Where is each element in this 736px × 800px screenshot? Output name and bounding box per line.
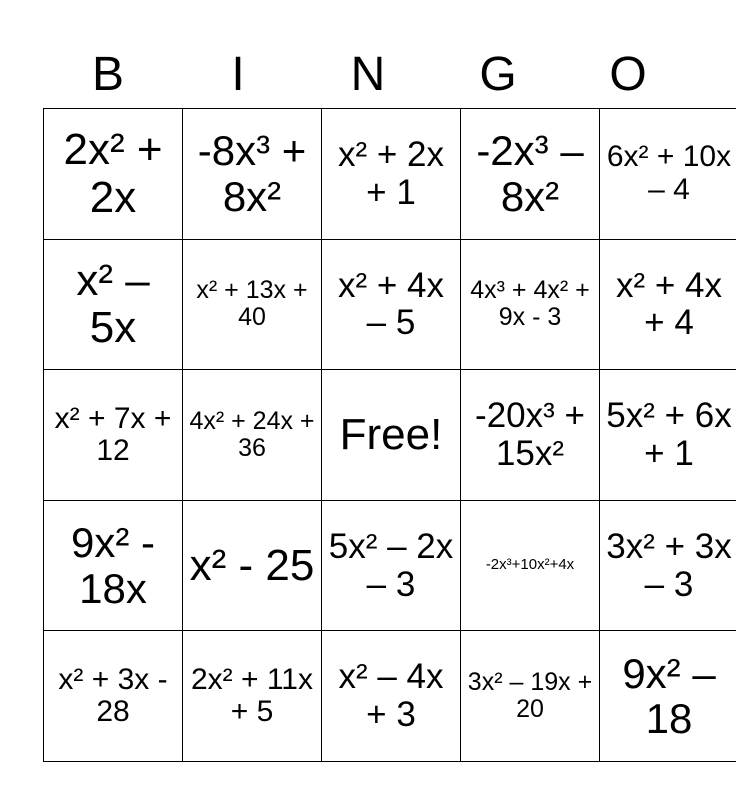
board-row-2 bbox=[44, 239, 736, 370]
bingo-board bbox=[43, 108, 736, 762]
bingo-cell[interactable]: -2x³ – 8x² bbox=[461, 109, 600, 240]
bingo-cell[interactable]: 5x² – 2x – 3 bbox=[322, 500, 461, 631]
header-letter-o: O bbox=[609, 48, 647, 101]
bingo-cell[interactable]: -8x³ + 8x² bbox=[183, 109, 322, 240]
bingo-cell[interactable]: 2x² + 2x bbox=[44, 109, 183, 240]
bingo-cell[interactable]: -2x³+10x²+4x bbox=[461, 500, 600, 631]
board-row-5 bbox=[44, 631, 736, 762]
bingo-cell[interactable]: x² + 7x + 12 bbox=[44, 370, 183, 501]
board-row-1 bbox=[44, 109, 736, 240]
bingo-header bbox=[43, 46, 693, 104]
bingo-cell[interactable]: 4x² + 24x + 36 bbox=[183, 370, 322, 501]
bingo-cell[interactable]: 6x² + 10x – 4 bbox=[600, 109, 736, 240]
bingo-cell[interactable]: x² + 4x – 5 bbox=[322, 239, 461, 370]
bingo-cell[interactable]: -20x³ + 15x² bbox=[461, 370, 600, 501]
bingo-cell[interactable]: x² + 13x + 40 bbox=[183, 239, 322, 370]
bingo-cell[interactable]: x² – 4x + 3 bbox=[322, 631, 461, 762]
header-letter-g: G bbox=[479, 48, 517, 101]
bingo-cell[interactable]: 9x² - 18x bbox=[44, 500, 183, 631]
bingo-cell[interactable]: 3x² + 3x – 3 bbox=[600, 500, 736, 631]
bingo-cell[interactable]: 5x² + 6x + 1 bbox=[600, 370, 736, 501]
bingo-cell[interactable]: x² – 5x bbox=[44, 239, 183, 370]
board-row-4 bbox=[44, 500, 736, 631]
header-letter-n: N bbox=[350, 48, 386, 101]
header-letter-i: I bbox=[231, 48, 245, 101]
bingo-cell[interactable]: x² + 4x + 4 bbox=[600, 239, 736, 370]
bingo-cell[interactable]: x² - 25 bbox=[183, 500, 322, 631]
bingo-cell[interactable]: 2x² + 11x + 5 bbox=[183, 631, 322, 762]
free-space-cell[interactable]: Free! bbox=[322, 370, 461, 501]
bingo-cell[interactable]: 3x² – 19x + 20 bbox=[461, 631, 600, 762]
bingo-cell[interactable]: 9x² – 18 bbox=[600, 631, 736, 762]
bingo-cell[interactable]: 4x³ + 4x² + 9x - 3 bbox=[461, 239, 600, 370]
bingo-cell[interactable]: x² + 2x + 1 bbox=[322, 109, 461, 240]
bingo-cell[interactable]: x² + 3x - 28 bbox=[44, 631, 183, 762]
board-row-3 bbox=[44, 370, 736, 501]
header-letter-b: B bbox=[91, 48, 124, 101]
